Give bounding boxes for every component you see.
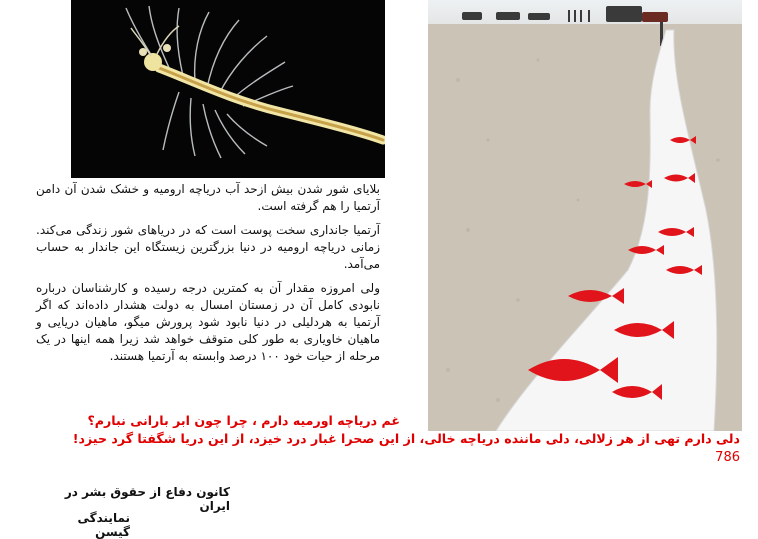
poem-block: [20, 412, 740, 467]
poem-code: 786: [715, 450, 740, 465]
poem-line-2: دلی دارم تهی از هر زلالی، دلی ماننده دریاچه خالی، از این صحرا غبار درد خیزد، از این دریا شگفتا گرد حیزد!: [72, 431, 740, 446]
article-body: [36, 181, 380, 372]
artemia-photo: [71, 0, 385, 178]
organization-name: کانون دفاع از حقوق بشر در ایران: [64, 485, 230, 513]
beach-banner-photo: [428, 0, 742, 431]
beach-banner-icon: [428, 0, 742, 431]
representative-office: نمایندگی گیسن: [77, 511, 130, 539]
article-paragraph-2: آرتمیا جانداری سخت پوست است که در دریاهای شور زندگی می‌کند. زمانی دریاچه ارومیه در دنیا بزرگترین زیستگاه این جاندار به حساب می‌آمد.: [36, 223, 380, 271]
article-paragraph-3: ولی امروزه مقدار آن به کمترین درجه رسیده و کارشناسان درباره نابودی کامل آن در زمستان امسال به دولت هشدار داده‌اند که اگر آرتمیا به هردلیلی در دنیا نابود شود پرورش میگو، ماهیان دریایی و ماهیان خاویاری به طور کلی متوقف خواهد شد زیرا همه اینها در یک مرحله از حیات خود ۱۰۰ درصد وابسته به آرتمیا هستند.: [36, 281, 380, 363]
poem-line-1: غم دریاچه اورمیه دارم ، چرا چون ابر بارانی نبارم؟: [87, 413, 400, 428]
article-paragraph-1: بلایای شور شدن بیش ازحد آب دریاچه ارومیه و خشک شدن آن دامن آرتمیا را هم گرفته است.: [36, 182, 380, 213]
artemia-icon: [71, 0, 385, 178]
